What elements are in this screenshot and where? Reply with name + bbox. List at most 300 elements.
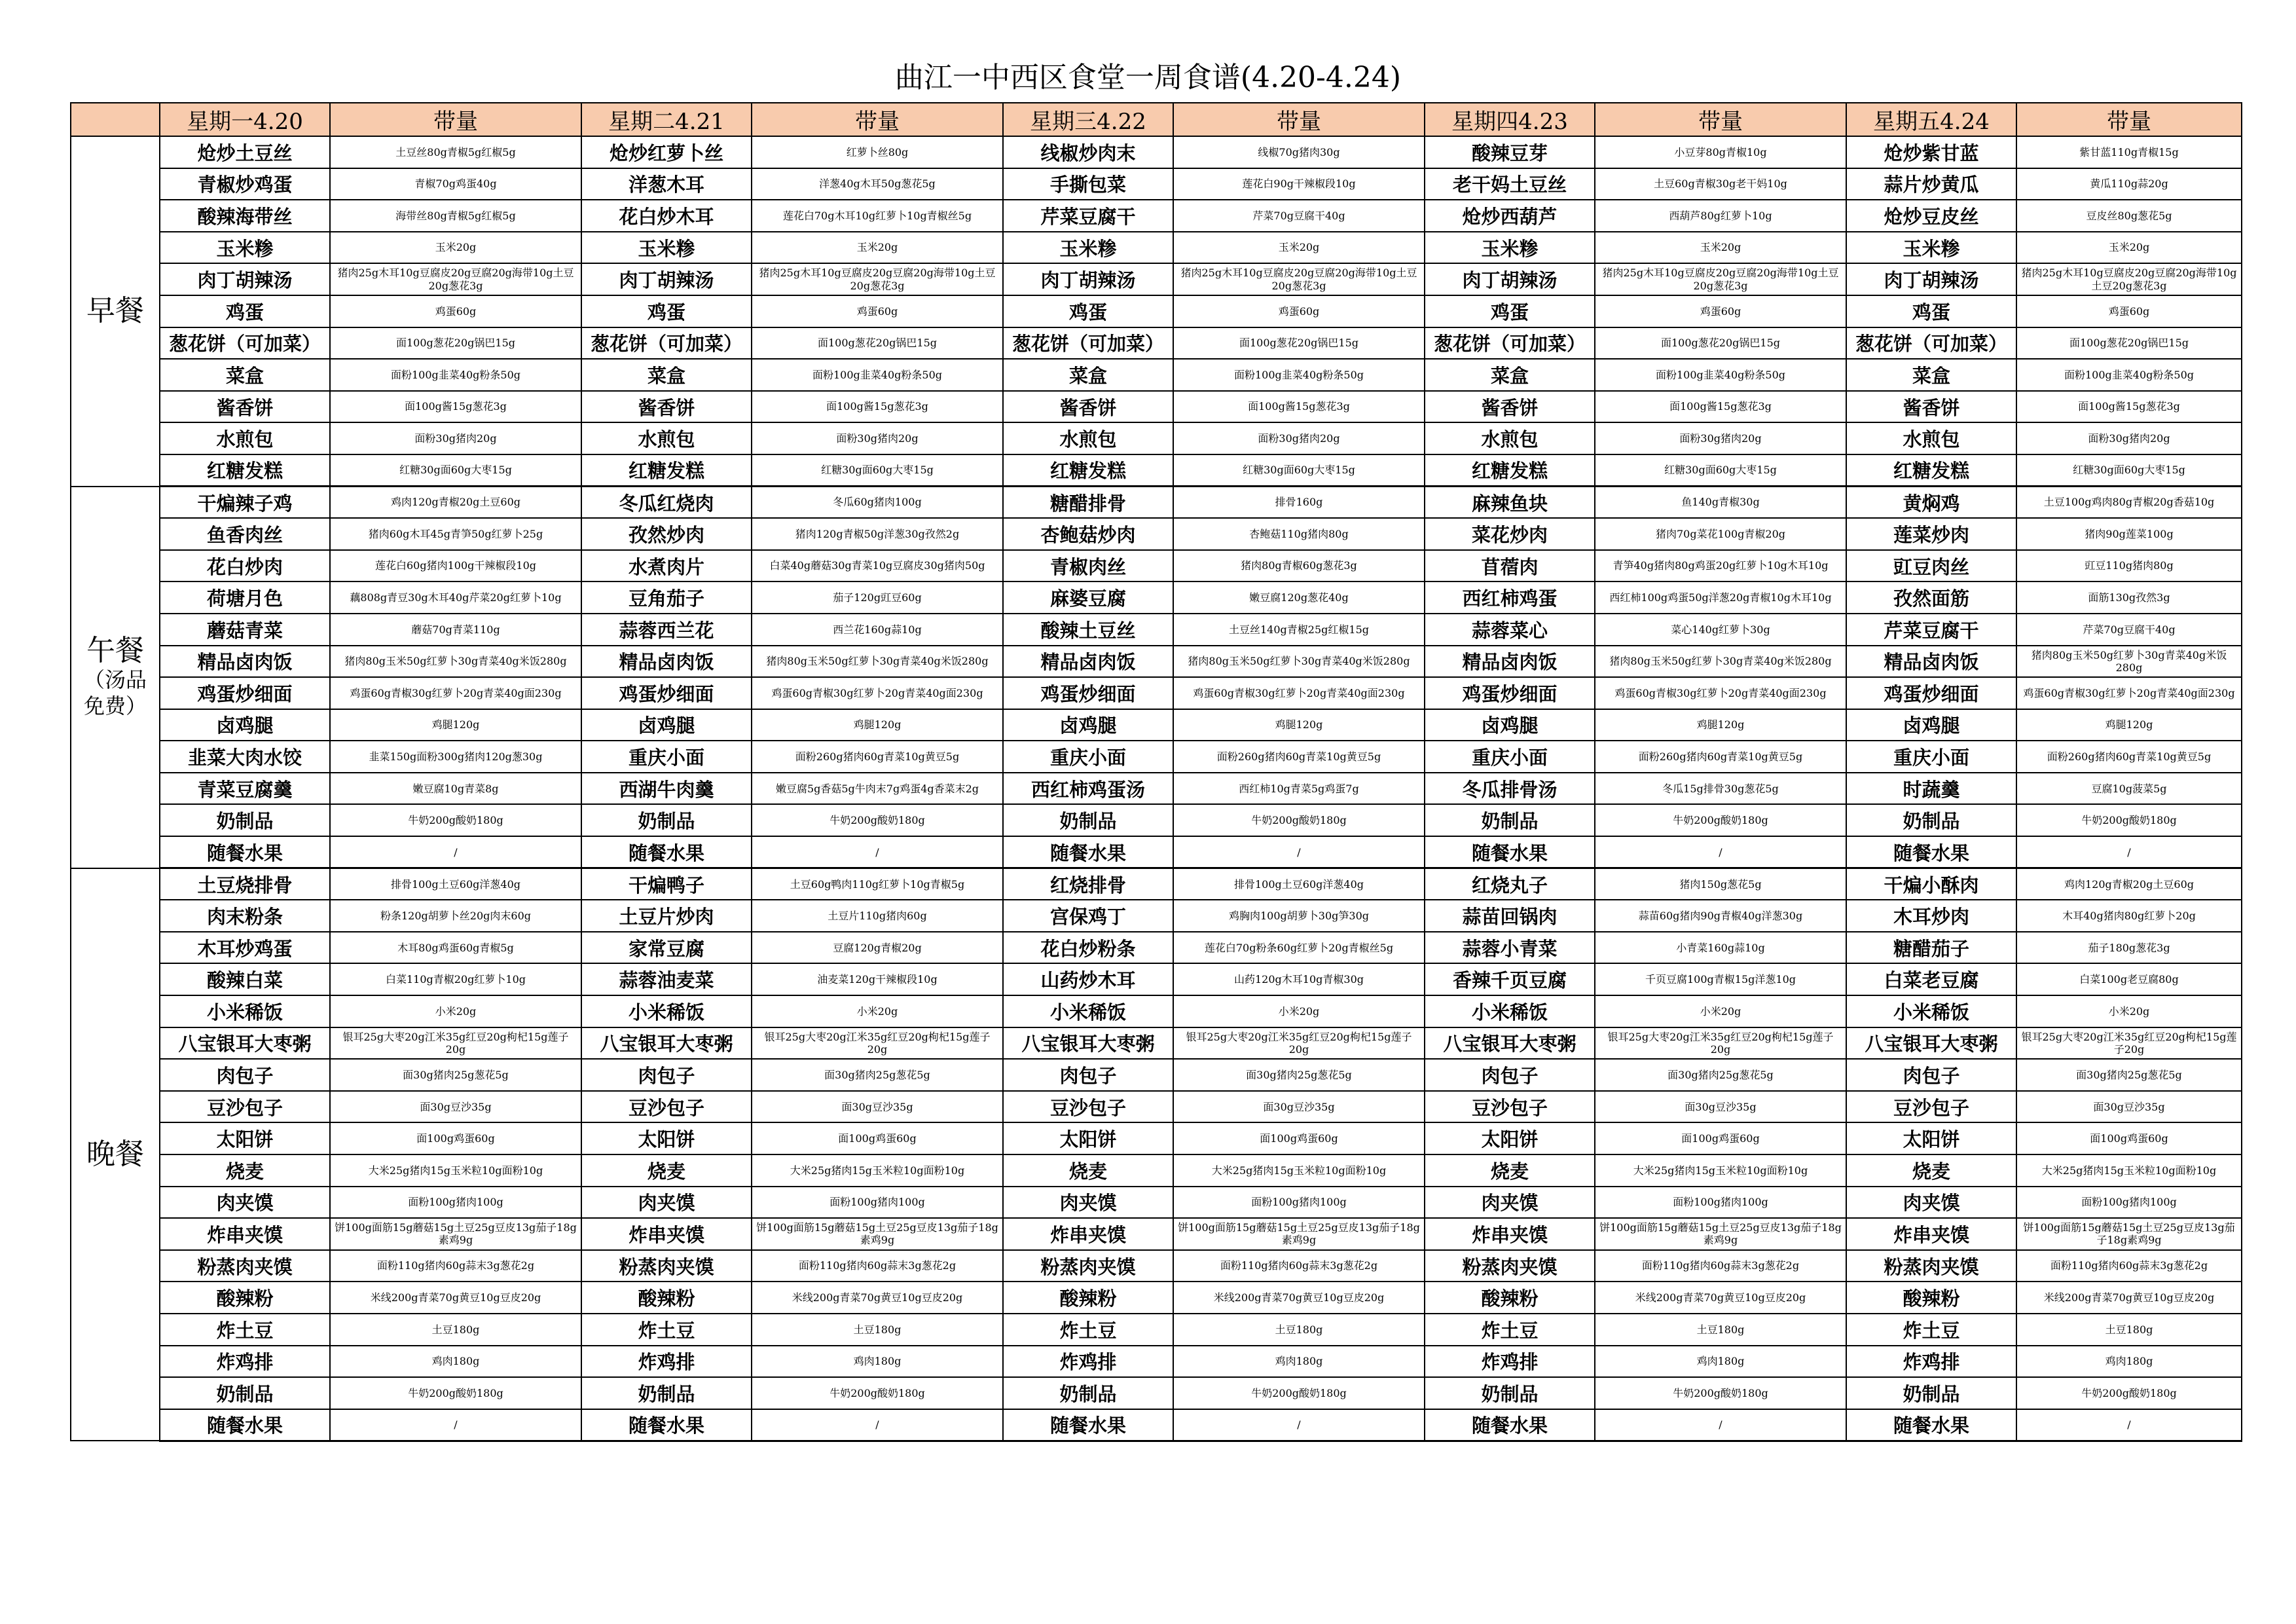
dish-amount: 土豆100g鸡肉80g青椒20g香菇10g <box>2016 487 2242 519</box>
dish-name: 西湖牛肉羹 <box>581 773 752 805</box>
dish-amount: 猪肉80g玉米50g红萝卜30g青菜40g米饭280g <box>1595 646 1846 678</box>
dish-name: 苜蓿肉 <box>1425 550 1595 582</box>
meal-name: 早餐 <box>86 294 144 328</box>
dish-amount: 大米25g猪肉15g玉米粒10g面粉10g <box>1173 1154 1425 1187</box>
dish-amount: 嫩豆腐10g青菜8g <box>330 773 581 805</box>
dish-name: 玉米糁 <box>1846 232 2016 264</box>
dish-amount: 土豆180g <box>330 1314 581 1346</box>
dish-name: 随餐水果 <box>160 836 330 868</box>
dish-amount: 玉米20g <box>1173 232 1425 264</box>
dish-amount: 牛奶200g酸奶180g <box>1173 804 1425 836</box>
dish-name: 随餐水果 <box>1425 1409 1595 1441</box>
dish-name: 炸串夹馍 <box>160 1218 330 1250</box>
dish-amount: 米线200g青菜70g黄豆10g豆皮20g <box>1595 1282 1846 1314</box>
dish-amount: 面100g酱15g葱花3g <box>1595 391 1846 423</box>
dish-name: 炸串夹馍 <box>1425 1218 1595 1250</box>
dish-name: 炸串夹馍 <box>581 1218 752 1250</box>
dish-name: 粉蒸肉夹馍 <box>581 1250 752 1282</box>
dish-name: 鸡蛋炒细面 <box>581 677 752 709</box>
dish-amount: 猪肉60g木耳45g青笋50g红萝卜25g <box>330 518 581 550</box>
dish-name: 肉包子 <box>1425 1059 1595 1091</box>
dish-name: 时蔬羹 <box>1846 773 2016 805</box>
dish-name: 随餐水果 <box>1003 1409 1173 1441</box>
dish-amount: 鸡胸肉100g胡萝卜30g笋30g <box>1173 900 1425 932</box>
meal-name: 午餐 <box>86 633 144 667</box>
header-blank-cell <box>71 103 160 136</box>
dish-amount: 线椒70g猪肉30g <box>1173 136 1425 168</box>
dish-amount: 大米25g猪肉15g玉米粒10g面粉10g <box>1595 1154 1846 1187</box>
dish-name: 精品卤肉饭 <box>1846 646 2016 678</box>
dish-amount: 面100g葱花20g锅巴15g <box>330 327 581 360</box>
dish-name: 豇豆肉丝 <box>1846 550 2016 582</box>
dish-amount: 鸡蛋60g <box>2016 295 2242 327</box>
dish-name: 糖醋排骨 <box>1003 487 1173 519</box>
dish-amount: 银耳25g大枣20g江米35g红豆20g枸杞15g莲子20g <box>1173 1027 1425 1060</box>
dish-amount: 面粉110g猪肉60g蒜末3g葱花2g <box>1595 1250 1846 1282</box>
dish-amount: 面30g豆沙35g <box>2016 1091 2242 1123</box>
dish-amount: 蘑菇70g青菜110g <box>330 614 581 646</box>
dish-amount: 面粉110g猪肉60g蒜末3g葱花2g <box>1173 1250 1425 1282</box>
dish-name: 奶制品 <box>1846 1377 2016 1409</box>
dish-amount: 面粉260g猪肉60g青菜10g黄豆5g <box>1595 741 1846 773</box>
dish-name: 肉丁胡辣汤 <box>581 263 752 295</box>
dish-amount: 藕808g青豆30g木耳40g芹菜20g红萝卜10g <box>330 581 581 614</box>
meal-label-cell <box>71 487 160 868</box>
dish-amount: 红糖30g面60g大枣15g <box>752 454 1003 487</box>
dish-amount: 面100g葱花20g锅巴15g <box>752 327 1003 360</box>
menu-row <box>71 1409 2242 1441</box>
dish-name: 水煎包 <box>1425 422 1595 454</box>
dish-name: 炸鸡排 <box>1846 1346 2016 1378</box>
dish-amount: 西红柿100g鸡蛋50g洋葱20g青椒10g木耳10g <box>1595 581 1846 614</box>
menu-row <box>71 995 2242 1027</box>
dish-amount: 面30g猪肉25g葱花5g <box>752 1059 1003 1091</box>
dish-amount: 冬瓜15g排骨30g葱花5g <box>1595 773 1846 805</box>
dish-amount: 面100g鸡蛋60g <box>752 1122 1003 1154</box>
dish-amount: 鸡肉120g青椒20g土豆60g <box>330 487 581 519</box>
dish-name: 奶制品 <box>160 1377 330 1409</box>
dish-name: 酸辣土豆丝 <box>1003 614 1173 646</box>
menu-row <box>71 136 2242 168</box>
menu-row <box>71 741 2242 773</box>
dish-name: 麻婆豆腐 <box>1003 581 1173 614</box>
dish-amount: 大米25g猪肉15g玉米粒10g面粉10g <box>2016 1154 2242 1187</box>
dish-name: 酸辣白菜 <box>160 963 330 995</box>
menu-row <box>71 932 2242 964</box>
menu-row <box>71 614 2242 646</box>
dish-amount: 小米20g <box>752 995 1003 1027</box>
dish-name: 太阳饼 <box>1003 1122 1173 1154</box>
dish-name: 炸土豆 <box>581 1314 752 1346</box>
dish-amount: 豆皮丝80g葱花5g <box>2016 200 2242 232</box>
dish-amount: 鸡腿120g <box>1173 709 1425 741</box>
menu-row <box>71 773 2242 805</box>
meal-note: （汤品免费） <box>83 667 147 719</box>
dish-amount: 面粉100g猪肉100g <box>1595 1187 1846 1219</box>
dish-name: 酱香饼 <box>1425 391 1595 423</box>
dish-amount: 面100g酱15g葱花3g <box>752 391 1003 423</box>
dish-amount: 白菜110g青椒20g红萝卜10g <box>330 963 581 995</box>
dish-amount: 鸡肉180g <box>752 1346 1003 1378</box>
menu-row <box>71 677 2242 709</box>
dish-amount: 紫甘蓝110g青椒15g <box>2016 136 2242 168</box>
dish-name: 酸辣粉 <box>1846 1282 2016 1314</box>
header-row <box>71 103 2242 136</box>
dish-amount: 木耳80g鸡蛋60g青椒5g <box>330 932 581 964</box>
dish-amount: 嫩豆腐5g香菇5g牛肉末7g鸡蛋4g香菜末2g <box>752 773 1003 805</box>
dish-amount: 小米20g <box>330 995 581 1027</box>
dish-name: 小米稀饭 <box>1003 995 1173 1027</box>
dish-amount: 面100g葱花20g锅巴15g <box>1173 327 1425 360</box>
dish-name: 蘑菇青菜 <box>160 614 330 646</box>
menu-row <box>71 295 2242 327</box>
dish-amount: 饼100g面筋15g蘑菇15g土豆25g豆皮13g茄子18g素鸡9g <box>1595 1218 1846 1250</box>
dish-amount: 玉米20g <box>330 232 581 264</box>
dish-name: 水煮肉片 <box>581 550 752 582</box>
dish-amount: 面筋130g孜然3g <box>2016 581 2242 614</box>
amount-header: 带量 <box>1595 103 1846 136</box>
dish-amount: 千页豆腐100g青椒15g洋葱10g <box>1595 963 1846 995</box>
dish-name: 八宝银耳大枣粥 <box>1425 1027 1595 1060</box>
dish-name: 玉米糁 <box>581 232 752 264</box>
dish-name: 西红柿鸡蛋 <box>1425 581 1595 614</box>
dish-name: 肉夹馍 <box>1846 1187 2016 1219</box>
dish-amount: / <box>1595 836 1846 868</box>
menu-row <box>71 1377 2242 1409</box>
dish-name: 小米稀饭 <box>160 995 330 1027</box>
dish-name: 酸辣粉 <box>160 1282 330 1314</box>
dish-name: 豆沙包子 <box>1003 1091 1173 1123</box>
dish-name: 炸串夹馍 <box>1846 1218 2016 1250</box>
dish-name: 精品卤肉饭 <box>1003 646 1173 678</box>
dish-name: 玉米糁 <box>160 232 330 264</box>
page-title: 曲江一中西区食堂一周食谱(4.20-4.24) <box>894 61 1402 94</box>
dish-amount: 土豆片110g猪肉60g <box>752 900 1003 932</box>
dish-name: 手撕包菜 <box>1003 168 1173 200</box>
menu-row <box>71 646 2242 678</box>
dish-name: 老干妈土豆丝 <box>1425 168 1595 200</box>
dish-amount: 黄瓜110g蒜20g <box>2016 168 2242 200</box>
dish-name: 肉丁胡辣汤 <box>160 263 330 295</box>
dish-name: 精品卤肉饭 <box>1425 646 1595 678</box>
dish-name: 肉夹馍 <box>1003 1187 1173 1219</box>
menu-row <box>71 454 2242 487</box>
dish-amount: 米线200g青菜70g黄豆10g豆皮20g <box>330 1282 581 1314</box>
dish-name: 酸辣粉 <box>581 1282 752 1314</box>
dish-amount: 鸡肉180g <box>2016 1346 2242 1378</box>
dish-name: 太阳饼 <box>160 1122 330 1154</box>
menu-row <box>71 550 2242 582</box>
dish-name: 随餐水果 <box>581 836 752 868</box>
dish-amount: 红糖30g面60g大枣15g <box>330 454 581 487</box>
dish-name: 芹菜豆腐干 <box>1846 614 2016 646</box>
dish-amount: 鸡蛋60g <box>752 295 1003 327</box>
dish-name: 花白炒肉 <box>160 550 330 582</box>
dish-name: 酱香饼 <box>1003 391 1173 423</box>
dish-amount: 猪肉25g木耳10g豆腐皮20g豆腐20g海带10g土豆20g葱花3g <box>752 263 1003 295</box>
dish-amount: 猪肉150g葱花5g <box>1595 868 1846 900</box>
dish-amount: 面100g鸡蛋60g <box>2016 1122 2242 1154</box>
dish-amount: 土豆180g <box>2016 1314 2242 1346</box>
weekly-menu-table <box>70 102 2242 1442</box>
dish-name: 炝炒紫甘蓝 <box>1846 136 2016 168</box>
dish-name: 山药炒木耳 <box>1003 963 1173 995</box>
dish-amount: 面粉100g猪肉100g <box>1173 1187 1425 1219</box>
dish-name: 粉蒸肉夹馍 <box>1425 1250 1595 1282</box>
menu-row <box>71 1250 2242 1282</box>
dish-amount: 牛奶200g酸奶180g <box>752 1377 1003 1409</box>
amount-header: 带量 <box>330 103 581 136</box>
dish-name: 芹菜豆腐干 <box>1003 200 1173 232</box>
dish-name: 肉包子 <box>1846 1059 2016 1091</box>
dish-name: 糖醋茄子 <box>1846 932 2016 964</box>
dish-name: 线椒炒肉末 <box>1003 136 1173 168</box>
amount-header: 带量 <box>1173 103 1425 136</box>
dish-name: 水煎包 <box>160 422 330 454</box>
dish-amount: 杏鲍菇110g猪肉80g <box>1173 518 1425 550</box>
dish-name: 烧麦 <box>1425 1154 1595 1187</box>
dish-amount: 红糖30g面60g大枣15g <box>1173 454 1425 487</box>
dish-amount: 面粉110g猪肉60g蒜末3g葱花2g <box>330 1250 581 1282</box>
dish-name: 重庆小面 <box>1425 741 1595 773</box>
dish-name: 水煎包 <box>1846 422 2016 454</box>
dish-name: 蒜蓉油麦菜 <box>581 963 752 995</box>
dish-amount: 面30g猪肉25g葱花5g <box>330 1059 581 1091</box>
dish-amount: 面30g猪肉25g葱花5g <box>2016 1059 2242 1091</box>
dish-name: 太阳饼 <box>1425 1122 1595 1154</box>
dish-name: 酱香饼 <box>581 391 752 423</box>
dish-amount: 鸡腿120g <box>752 709 1003 741</box>
dish-amount: 猪肉80g青椒60g葱花3g <box>1173 550 1425 582</box>
dish-amount: 面100g鸡蛋60g <box>330 1122 581 1154</box>
dish-name: 小米稀饭 <box>1846 995 2016 1027</box>
dish-amount: 面100g酱15g葱花3g <box>1173 391 1425 423</box>
menu-row <box>71 1027 2242 1060</box>
dish-amount: 大米25g猪肉15g玉米粒10g面粉10g <box>752 1154 1003 1187</box>
amount-header: 带量 <box>2016 103 2242 136</box>
dish-amount: 韭菜150g面粉300g猪肉120g葱30g <box>330 741 581 773</box>
dish-amount: 芹菜70g豆腐干40g <box>2016 614 2242 646</box>
dish-amount: 嫩豆腐120g葱花40g <box>1173 581 1425 614</box>
dish-amount: / <box>752 836 1003 868</box>
dish-name: 随餐水果 <box>160 1409 330 1441</box>
dish-name: 鸡蛋 <box>1425 295 1595 327</box>
menu-row <box>71 868 2242 900</box>
dish-name: 鸡蛋 <box>581 295 752 327</box>
dish-name: 白菜老豆腐 <box>1846 963 2016 995</box>
meal-name: 晚餐 <box>86 1137 144 1171</box>
dish-name: 豆沙包子 <box>1425 1091 1595 1123</box>
dish-name: 葱花饼（可加菜） <box>1425 327 1595 360</box>
dish-name: 奶制品 <box>581 1377 752 1409</box>
dish-amount: 牛奶200g酸奶180g <box>752 804 1003 836</box>
dish-name: 肉丁胡辣汤 <box>1846 263 2016 295</box>
dish-amount: 白菜100g老豆腐80g <box>2016 963 2242 995</box>
dish-name: 香辣千页豆腐 <box>1425 963 1595 995</box>
dish-name: 精品卤肉饭 <box>160 646 330 678</box>
dish-amount: 面粉30g猪肉20g <box>1595 422 1846 454</box>
dish-name: 干煸辣子鸡 <box>160 487 330 519</box>
dish-amount: 大米25g猪肉15g玉米粒10g面粉10g <box>330 1154 581 1187</box>
dish-amount: 排骨100g土豆60g洋葱40g <box>1173 868 1425 900</box>
dish-amount: 面30g猪肉25g葱花5g <box>1595 1059 1846 1091</box>
dish-amount: 面粉30g猪肉20g <box>1173 422 1425 454</box>
dish-name: 蒜蓉菜心 <box>1425 614 1595 646</box>
dish-amount: 白菜40g蘑菇30g青菜10g豆腐皮30g猪肉50g <box>752 550 1003 582</box>
dish-amount: 玉米20g <box>1595 232 1846 264</box>
menu-row <box>71 1122 2242 1154</box>
day-header: 星期四4.23 <box>1425 103 1595 136</box>
dish-amount: 土豆丝140g青椒25g红椒15g <box>1173 614 1425 646</box>
menu-row <box>71 1154 2242 1187</box>
dish-amount: / <box>2016 1409 2242 1441</box>
dish-amount: 面30g豆沙35g <box>1595 1091 1846 1123</box>
dish-amount: 鸡蛋60g青椒30g红萝卜20g青菜40g面230g <box>752 677 1003 709</box>
dish-name: 酸辣海带丝 <box>160 200 330 232</box>
dish-amount: / <box>330 1409 581 1441</box>
dish-amount: 面30g豆沙35g <box>1173 1091 1425 1123</box>
dish-name: 重庆小面 <box>1003 741 1173 773</box>
dish-amount: 面粉100g韭菜40g粉条50g <box>2016 359 2242 391</box>
dish-name: 鱼香肉丝 <box>160 518 330 550</box>
dish-amount: / <box>1173 1409 1425 1441</box>
dish-name: 太阳饼 <box>581 1122 752 1154</box>
dish-amount: 面粉110g猪肉60g蒜末3g葱花2g <box>2016 1250 2242 1282</box>
menu-row <box>71 1091 2242 1123</box>
dish-amount: 猪肉80g玉米50g红萝卜30g青菜40g米饭280g <box>1173 646 1425 678</box>
dish-amount: / <box>330 836 581 868</box>
dish-amount: 猪肉25g木耳10g豆腐皮20g豆腐20g海带10g土豆20g葱花3g <box>1595 263 1846 295</box>
dish-amount: 米线200g青菜70g黄豆10g豆皮20g <box>752 1282 1003 1314</box>
menu-row <box>71 232 2242 264</box>
menu-row <box>71 963 2242 995</box>
dish-name: 随餐水果 <box>581 1409 752 1441</box>
dish-amount: 面粉30g猪肉20g <box>330 422 581 454</box>
dish-amount: 鸡肉120g青椒20g土豆60g <box>2016 868 2242 900</box>
dish-name: 宫保鸡丁 <box>1003 900 1173 932</box>
menu-row <box>71 422 2242 454</box>
dish-name: 烧麦 <box>160 1154 330 1187</box>
dish-amount: 粉条120g胡萝卜丝20g肉末60g <box>330 900 581 932</box>
dish-name: 水煎包 <box>581 422 752 454</box>
dish-name: 冬瓜排骨汤 <box>1425 773 1595 805</box>
dish-name: 红糖发糕 <box>581 454 752 487</box>
dish-name: 青椒炒鸡蛋 <box>160 168 330 200</box>
dish-name: 太阳饼 <box>1846 1122 2016 1154</box>
dish-name: 土豆片炒肉 <box>581 900 752 932</box>
dish-amount: 鱼140g青椒30g <box>1595 487 1846 519</box>
dish-amount: 冬瓜60g猪肉100g <box>752 487 1003 519</box>
dish-amount: / <box>752 1409 1003 1441</box>
dish-amount: 洋葱40g木耳50g葱花5g <box>752 168 1003 200</box>
dish-name: 炝炒红萝卜丝 <box>581 136 752 168</box>
dish-name: 奶制品 <box>1846 804 2016 836</box>
dish-amount: 西兰花160g蒜10g <box>752 614 1003 646</box>
dish-amount: 鸡腿120g <box>1595 709 1846 741</box>
dish-amount: 鸡蛋60g <box>1595 295 1846 327</box>
dish-amount: / <box>1173 836 1425 868</box>
dish-amount: 鸡蛋60g青椒30g红萝卜20g青菜40g面230g <box>330 677 581 709</box>
dish-name: 蒜蓉小青菜 <box>1425 932 1595 964</box>
dish-amount: 面100g鸡蛋60g <box>1595 1122 1846 1154</box>
dish-amount: 米线200g青菜70g黄豆10g豆皮20g <box>2016 1282 2242 1314</box>
menu-row <box>71 1282 2242 1314</box>
dish-amount: 土豆60g青椒30g老干妈10g <box>1595 168 1846 200</box>
menu-row <box>71 1059 2242 1091</box>
dish-name: 干煸小酥肉 <box>1846 868 2016 900</box>
dish-amount: 牛奶200g酸奶180g <box>330 804 581 836</box>
menu-row <box>71 1346 2242 1378</box>
dish-name: 葱花饼（可加菜） <box>1003 327 1173 360</box>
dish-name: 肉夹馍 <box>160 1187 330 1219</box>
dish-amount: 排骨160g <box>1173 487 1425 519</box>
dish-name: 鸡蛋炒细面 <box>1003 677 1173 709</box>
dish-amount: 面粉110g猪肉60g蒜末3g葱花2g <box>752 1250 1003 1282</box>
day-header: 星期一4.20 <box>160 103 330 136</box>
dish-amount: 小米20g <box>1173 995 1425 1027</box>
dish-amount: 面粉100g猪肉100g <box>330 1187 581 1219</box>
dish-amount: 猪肉70g菜花100g青椒20g <box>1595 518 1846 550</box>
dish-name: 干煸鸭子 <box>581 868 752 900</box>
dish-amount: 鸡肉180g <box>330 1346 581 1378</box>
dish-name: 奶制品 <box>581 804 752 836</box>
menu-row <box>71 391 2242 423</box>
dish-name: 鸡蛋炒细面 <box>1846 677 2016 709</box>
dish-amount: 鸡蛋60g青椒30g红萝卜20g青菜40g面230g <box>1595 677 1846 709</box>
dish-name: 酱香饼 <box>1846 391 2016 423</box>
dish-amount: 面100g葱花20g锅巴15g <box>1595 327 1846 360</box>
dish-name: 奶制品 <box>160 804 330 836</box>
dish-name: 粉蒸肉夹馍 <box>1003 1250 1173 1282</box>
dish-name: 蒜苗回锅肉 <box>1425 900 1595 932</box>
dish-amount: 面粉100g猪肉100g <box>2016 1187 2242 1219</box>
dish-amount: 猪肉80g玉米50g红萝卜30g青菜40g米饭280g <box>330 646 581 678</box>
dish-name: 酸辣豆芽 <box>1425 136 1595 168</box>
menu-row <box>71 487 2242 519</box>
dish-amount: 银耳25g大枣20g江米35g红豆20g枸杞15g莲子20g <box>330 1027 581 1060</box>
dish-name: 卤鸡腿 <box>1425 709 1595 741</box>
dish-name: 酸辣粉 <box>1425 1282 1595 1314</box>
dish-name: 孜然炒肉 <box>581 518 752 550</box>
dish-name: 八宝银耳大枣粥 <box>160 1027 330 1060</box>
dish-name: 黄焖鸡 <box>1846 487 2016 519</box>
dish-amount: 面100g葱花20g锅巴15g <box>2016 327 2242 360</box>
dish-amount: 豆腐10g菠菜5g <box>2016 773 2242 805</box>
dish-amount: 海带丝80g青椒5g红椒5g <box>330 200 581 232</box>
menu-row <box>71 581 2242 614</box>
dish-name: 肉包子 <box>1003 1059 1173 1091</box>
dish-name: 炸鸡排 <box>1425 1346 1595 1378</box>
dish-name: 豆沙包子 <box>1846 1091 2016 1123</box>
dish-name: 卤鸡腿 <box>1846 709 2016 741</box>
dish-amount: 面30g豆沙35g <box>752 1091 1003 1123</box>
dish-amount: 猪肉80g玉米50g红萝卜30g青菜40g米饭280g <box>2016 646 2242 678</box>
menu-row <box>71 168 2242 200</box>
dish-amount: 牛奶200g酸奶180g <box>1173 1377 1425 1409</box>
dish-amount: 面粉100g猪肉100g <box>752 1187 1003 1219</box>
dish-name: 红糖发糕 <box>1003 454 1173 487</box>
dish-amount: 猪肉120g青椒50g洋葱30g孜然2g <box>752 518 1003 550</box>
dish-name: 孜然面筋 <box>1846 581 2016 614</box>
dish-name: 葱花饼（可加菜） <box>1846 327 2016 360</box>
dish-name: 炸土豆 <box>1425 1314 1595 1346</box>
amount-header: 带量 <box>752 103 1003 136</box>
dish-amount: 菜心140g红萝卜30g <box>1595 614 1846 646</box>
menu-row <box>71 200 2242 232</box>
dish-name: 冬瓜红烧肉 <box>581 487 752 519</box>
dish-amount: 鸡腿120g <box>2016 709 2242 741</box>
dish-name: 菜盒 <box>1003 359 1173 391</box>
